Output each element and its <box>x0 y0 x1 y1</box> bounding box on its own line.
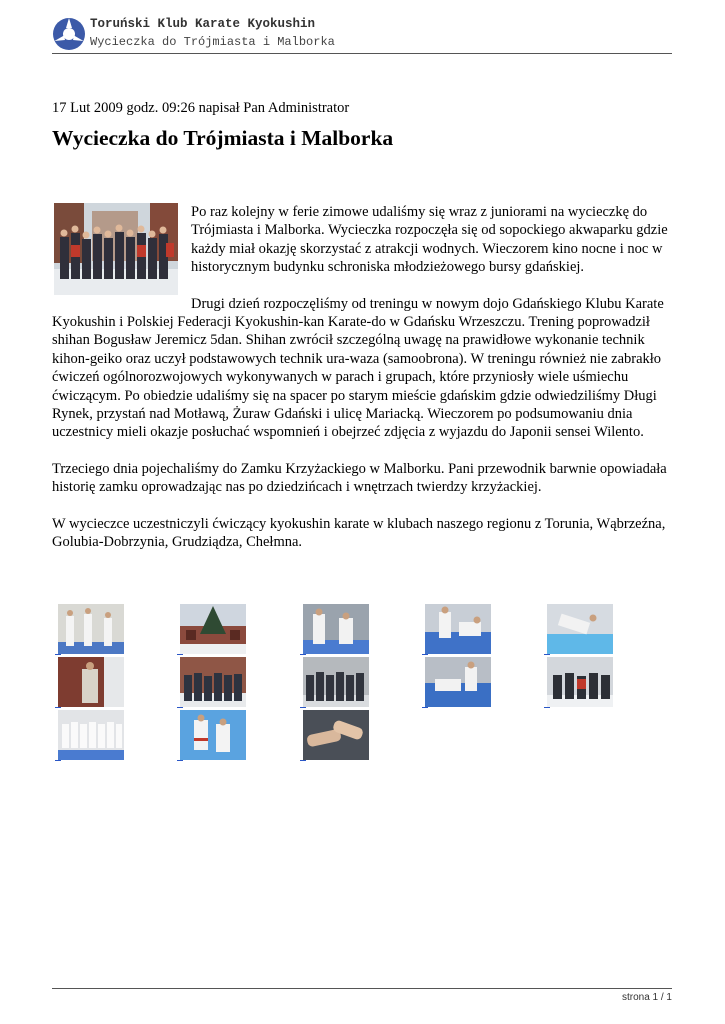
gallery-link-12[interactable] <box>177 758 183 761</box>
gallery-link-8[interactable] <box>300 705 306 708</box>
article-meta: 17 Lut 2009 godz. 09:26 napisał Pan Administrator <box>52 100 350 116</box>
gallery-thumb-4[interactable] <box>425 604 491 654</box>
page-subtitle: Wycieczka do Trójmiasta i Malborka <box>90 35 335 49</box>
gallery-thumb-2[interactable] <box>180 604 246 654</box>
gallery-thumb-12[interactable] <box>180 710 246 760</box>
gallery-thumb-1[interactable] <box>58 604 124 654</box>
gallery-link-2[interactable] <box>177 652 183 655</box>
gallery-link-11[interactable] <box>55 758 61 761</box>
gallery-link-4[interactable] <box>422 652 428 655</box>
gallery-thumb-9[interactable] <box>425 657 491 707</box>
gallery-thumb-3[interactable] <box>303 604 369 654</box>
gallery-thumb-8[interactable] <box>303 657 369 707</box>
gallery-link-5[interactable] <box>544 652 550 655</box>
footer-divider <box>52 988 672 989</box>
gallery-thumb-13[interactable] <box>303 710 369 760</box>
group-photo-lead[interactable] <box>54 203 178 295</box>
gallery-link-7[interactable] <box>177 705 183 708</box>
gallery-link-6[interactable] <box>55 705 61 708</box>
gallery-thumb-6[interactable] <box>58 657 124 707</box>
paragraph-4: W wycieczce uczestniczyli ćwiczący kyokushin karate w klubach naszego regionu z Torunia, Wąbrzeźna, Golubia-Dobrzynia, Grudziądza, Chełmna. <box>52 515 666 551</box>
gallery-thumb-5[interactable] <box>547 604 613 654</box>
paragraph-2: Drugi dzień rozpoczęliśmy od treningu w nowym dojo Gdańskiego Klubu Karate Kyokushin i Polskiej Federacji Kyokushin-kan Karate-do w Gdańsku Wrzeszczu. Trening poprowadził shihan Bogusław Jeremicz 5dan. Shihan zwrócił szczególną uwagę na prawidłowe wykonanie technik kihon-geiko oraz uczył podstawowych technik ura-waza (samoobrona). W treningu również nie zabrakło ćwiczeń ogólnorozwojowych wykonywanych w parach i grupach, które przyniosły wiele uśmiechu ćwiczącym. Po obiedzie udaliśmy się na spacer po starym mieście gdańskim gdzie odwiedziliśmy Długi Rynek, przystań nad Motławą, Żuraw Gdański i ulicę Mariacką. Wieczorem po podsumowaniu dnia uczestnicy mieli okazje posłuchać wspomnień i obejrzeć zdjęcia z wyjazdu do Japonii sensei Wilento. <box>52 295 664 441</box>
page-header <box>52 16 672 54</box>
paragraph-1: Po raz kolejny w ferie zimowe udaliśmy się wraz z juniorami na wycieczkę do Trójmiasta i Malborka. Wycieczka rozpoczęła się od sopockiego akwaparku gdzie każdy miał okazję skorzystać z atrakcji wodnych. Wieczorem kino nocne i noc w historycznym budynku schroniska młodzieżowego bursy gdańskiej. <box>191 204 668 276</box>
gallery-link-1[interactable] <box>55 652 61 655</box>
article-title: Wycieczka do Trójmiasta i Malborka <box>52 126 394 150</box>
header-divider <box>52 53 672 54</box>
gallery-link-13[interactable] <box>300 758 306 761</box>
gallery-thumb-11[interactable] <box>58 710 124 760</box>
site-name: Toruński Klub Karate Kyokushin <box>90 17 316 31</box>
gallery-thumb-7[interactable] <box>180 657 246 707</box>
gallery-link-3[interactable] <box>300 652 306 655</box>
article-body <box>52 203 674 570</box>
paragraph-3: Trzeciego dnia pojechaliśmy do Zamku Krzyżackiego w Malborku. Pani przewodnik barwnie opowiadała historię zamku oprowadzając nas po dziedzińcach i wnętrzach twierdzy krzyżackiej. <box>52 460 667 496</box>
gallery-link-10[interactable] <box>544 705 550 708</box>
kyokushin-logo-icon <box>52 17 86 51</box>
gallery-thumb-10[interactable] <box>547 657 613 707</box>
page-number: strona 1 / 1 <box>621 992 672 1003</box>
gallery-link-9[interactable] <box>422 705 428 708</box>
